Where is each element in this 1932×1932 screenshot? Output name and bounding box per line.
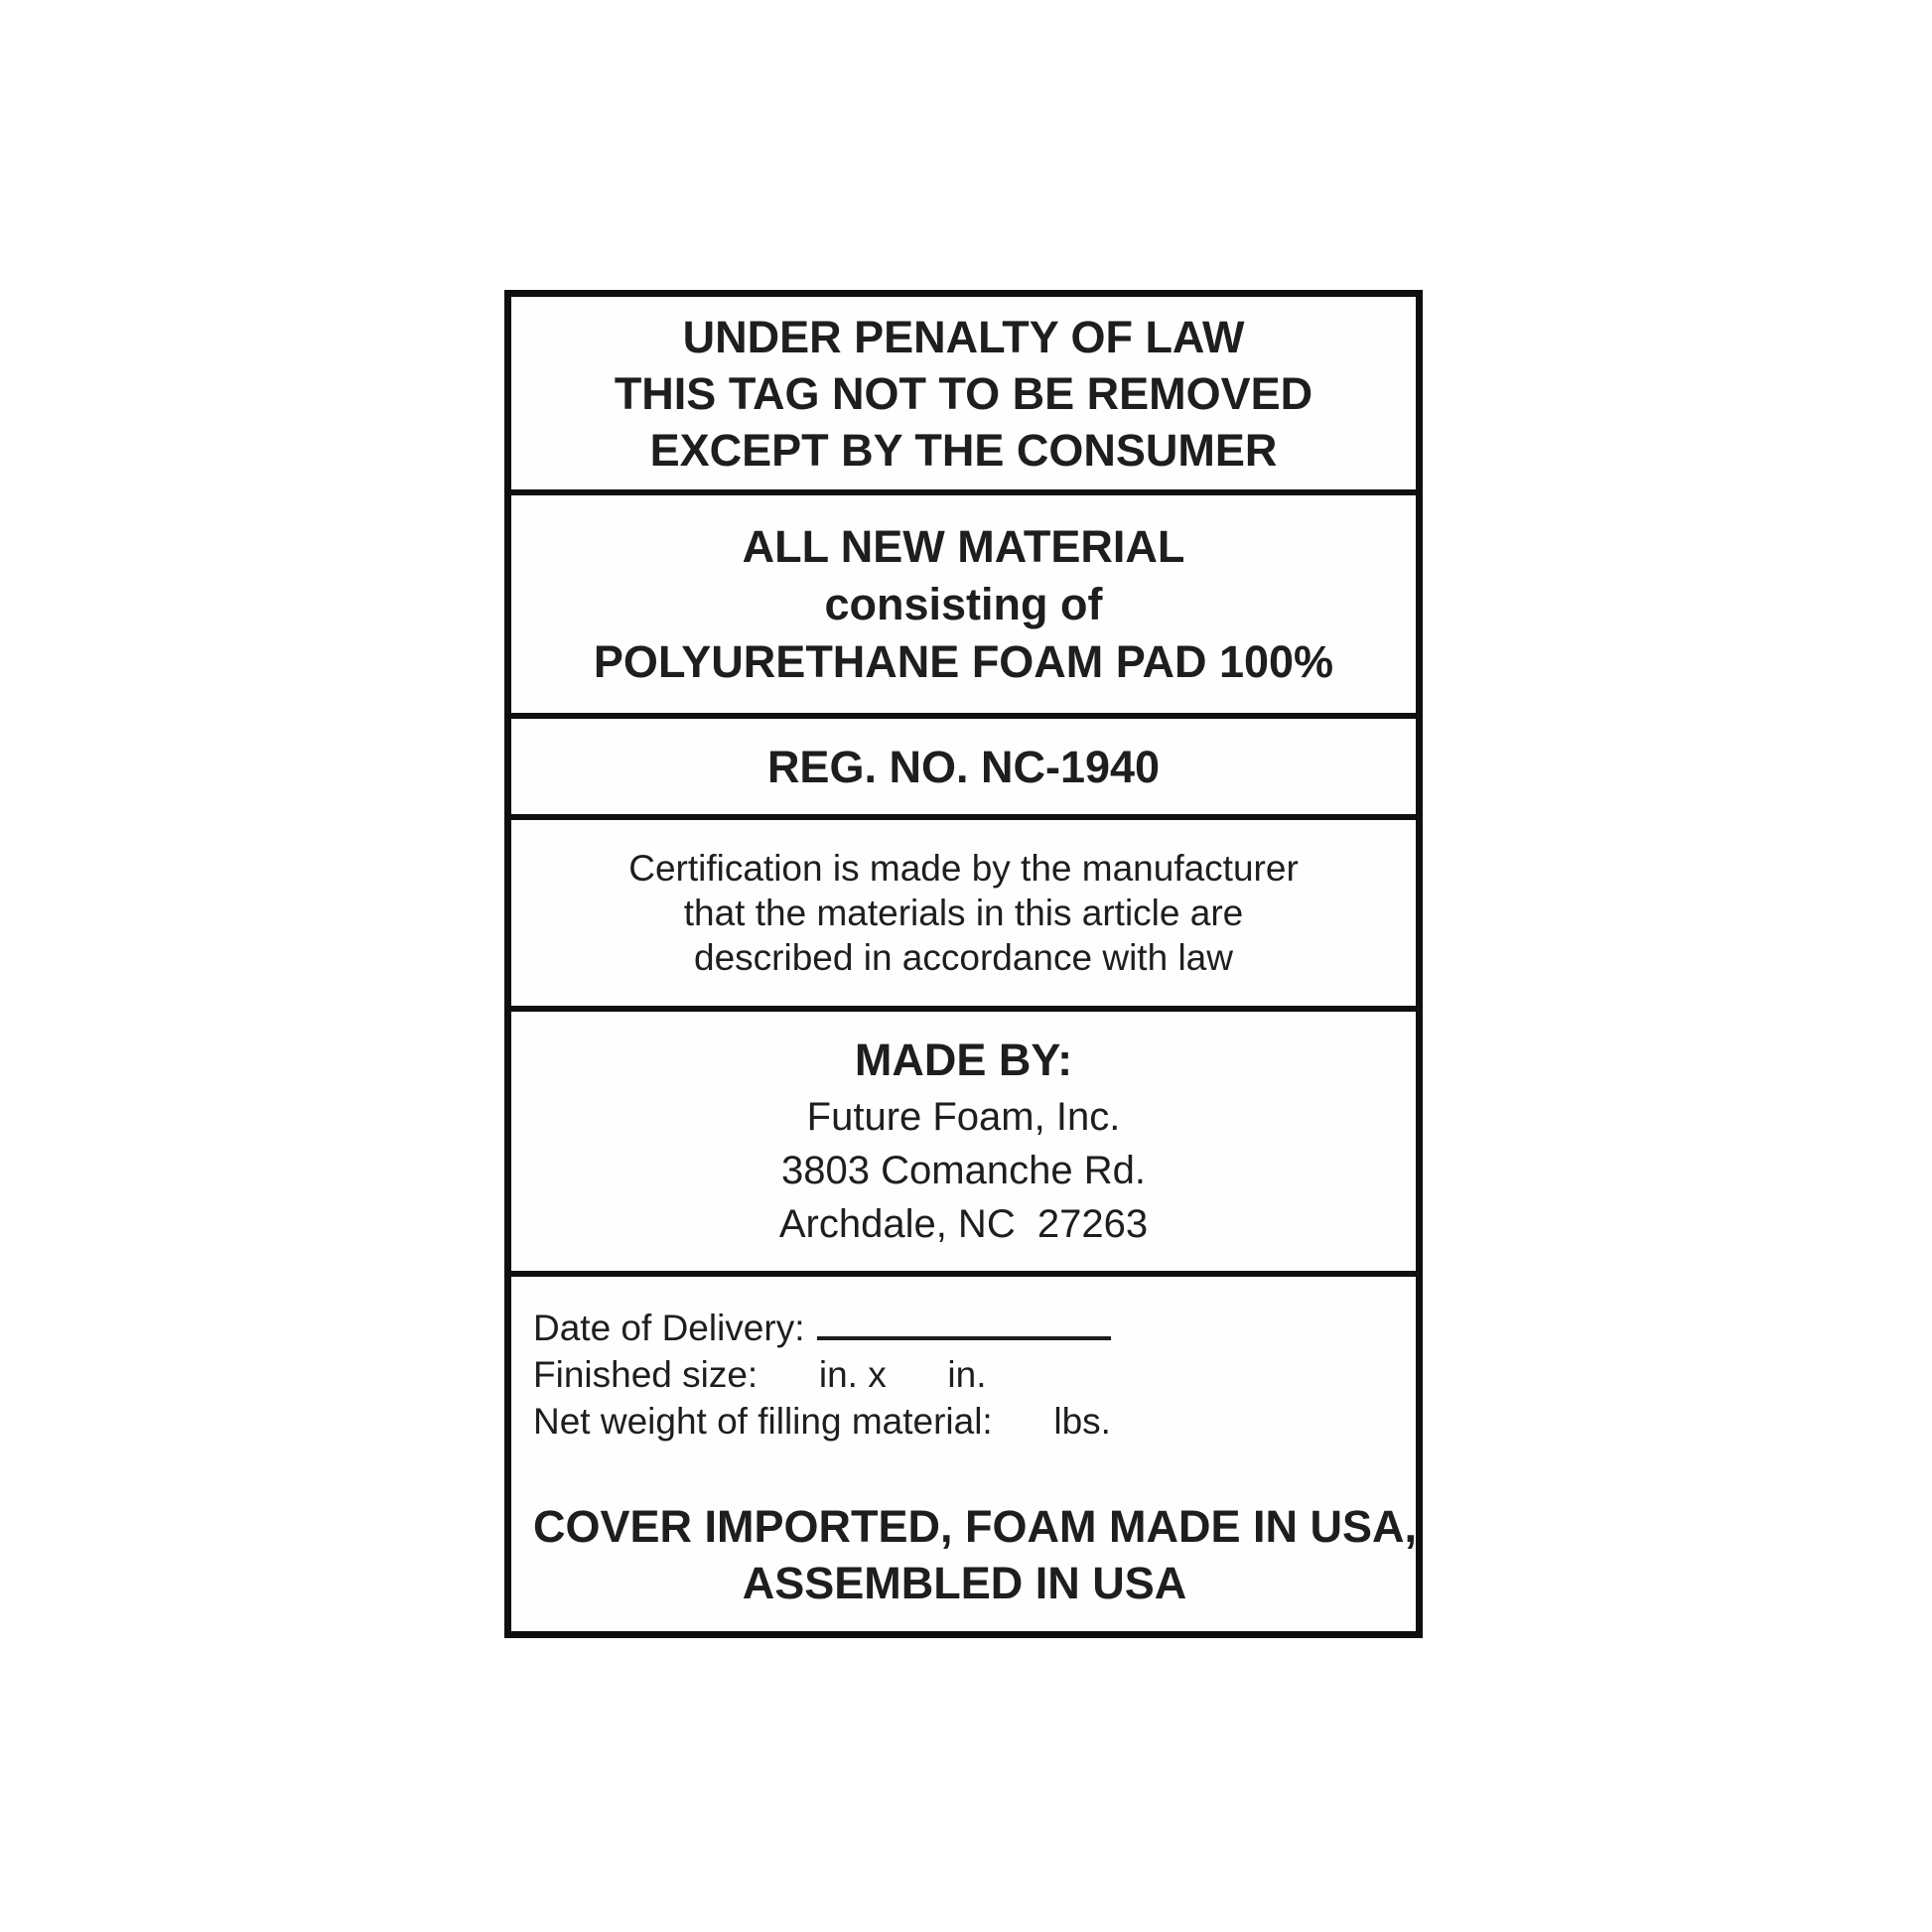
- material-line: consisting of: [824, 578, 1103, 629]
- details-section: [511, 1271, 1416, 1631]
- material-line: ALL NEW MATERIAL: [742, 520, 1185, 572]
- penalty-notice-line: EXCEPT BY THE CONSUMER: [649, 424, 1278, 476]
- certification-section: [511, 814, 1416, 1006]
- date-of-delivery-label: Date of Delivery:: [533, 1308, 805, 1348]
- manufacturer-city-state-zip: Archdale, NC 27263: [778, 1202, 1149, 1246]
- penalty-notice-line: UNDER PENALTY OF LAW: [682, 311, 1245, 362]
- origin-statement: [533, 1498, 1418, 1611]
- material-line: POLYURETHANE FOAM PAD 100%: [593, 635, 1334, 687]
- finished-size-line: Finished size: in. x in.: [533, 1354, 987, 1395]
- penalty-notice-section: [511, 297, 1416, 489]
- law-label: [504, 290, 1423, 1638]
- certification-line: described in accordance with law: [694, 937, 1233, 978]
- material-section: [511, 489, 1416, 713]
- penalty-notice-line: THIS TAG NOT TO BE REMOVED: [614, 367, 1313, 419]
- certification-line: Certification is made by the manufacturer: [628, 848, 1299, 889]
- origin-line: ASSEMBLED IN USA: [742, 1558, 1187, 1608]
- net-weight-line: Net weight of filling material: lbs.: [533, 1401, 1111, 1442]
- registration-number: REG. NO. NC-1940: [766, 741, 1161, 792]
- date-of-delivery-line: [533, 1305, 1396, 1351]
- made-by-heading: MADE BY:: [854, 1035, 1073, 1085]
- registration-section: [511, 713, 1416, 814]
- certification-line: that the materials in this article are: [683, 893, 1244, 933]
- date-of-delivery-blank: [817, 1307, 1111, 1340]
- origin-line: COVER IMPORTED, FOAM MADE IN USA,: [533, 1501, 1418, 1552]
- made-by-section: [511, 1006, 1416, 1271]
- manufacturer-street: 3803 Comanche Rd.: [781, 1149, 1146, 1192]
- manufacturer-name: Future Foam, Inc.: [806, 1095, 1121, 1139]
